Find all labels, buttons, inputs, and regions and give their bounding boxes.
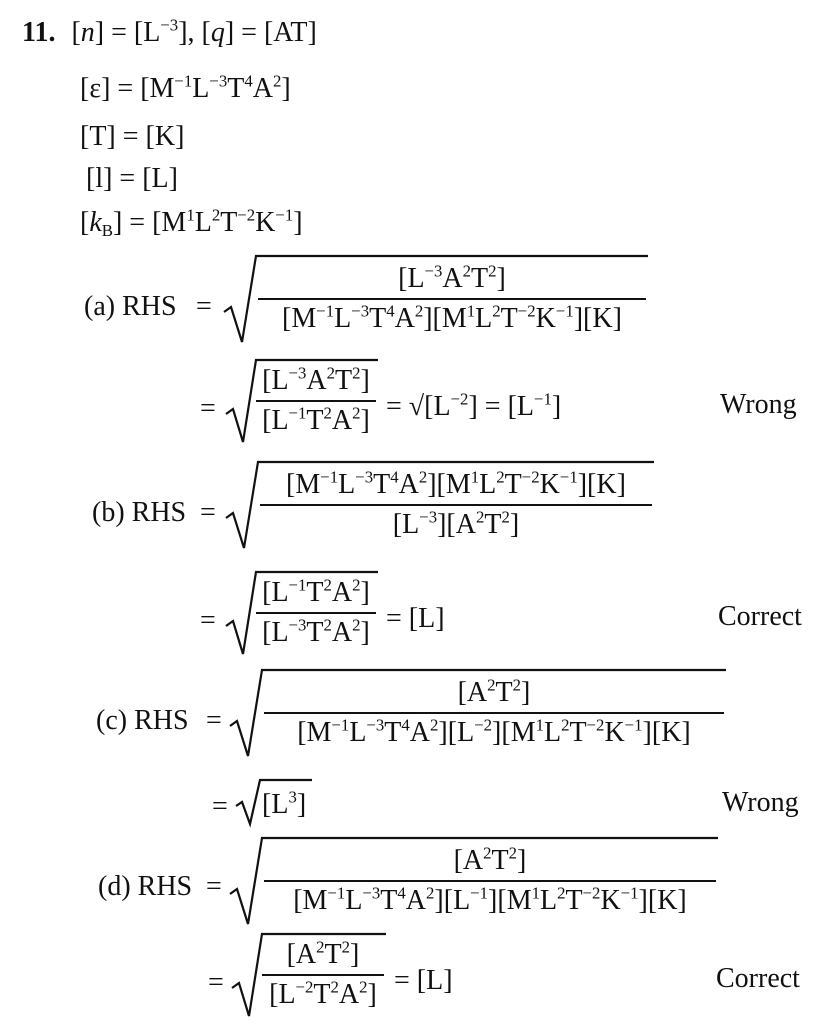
option-b-step-denominator: $[L^{-3}T^2A^2]$ bbox=[262, 615, 370, 648]
option-d-label: (d) RHS bbox=[98, 871, 193, 902]
given-n-q: $[n] = [L^{-3}]$, [q] = [AT] bbox=[71, 15, 317, 48]
option-d-step-result: = [L] bbox=[394, 965, 453, 996]
option-d-step-numerator: $[A^2T^2]$ bbox=[286, 937, 360, 970]
option-c-equals: = bbox=[206, 705, 222, 736]
option-d-sqrt bbox=[228, 834, 720, 930]
option-c-label: (c) RHS bbox=[96, 705, 189, 736]
option-d-step-equals: = bbox=[208, 967, 224, 998]
option-b-step-sqrt bbox=[224, 568, 380, 660]
given-line-4: [l] = [L] bbox=[86, 163, 178, 194]
option-c-step-equals: = bbox=[212, 791, 228, 822]
given-line-3: [T] = [K] bbox=[80, 121, 185, 152]
given-line-5: $[k_B] = [M^1L^2T^{-2}K^{-1}]$ bbox=[80, 205, 303, 241]
option-b-verdict: Correct bbox=[718, 601, 802, 632]
option-b-step-numerator: $[L^{-1}T^2A^2]$ bbox=[262, 575, 370, 608]
option-a-step-result: = $√[L^{-2}] = [L^{-1}]$ bbox=[386, 389, 562, 422]
option-b-label: (b) RHS bbox=[92, 497, 187, 528]
option-a-step-denominator: $[L^{-1}T^2A^2]$ bbox=[262, 403, 370, 436]
question-number: 11. bbox=[22, 17, 56, 48]
option-a-step-numerator: $[L^{-3}A^2T^2]$ bbox=[262, 363, 370, 396]
option-a-denominator: $[M^{-1}L^{-3}T^4A^2][M^1L^2T^{-2}K^{-1}][K]$ bbox=[282, 301, 622, 334]
option-c-verdict: Wrong bbox=[722, 787, 799, 818]
option-a-sqrt bbox=[222, 252, 650, 348]
option-b-step-equals: = bbox=[200, 605, 216, 636]
option-c-numerator: $[A^2T^2]$ bbox=[457, 675, 531, 708]
given-line-2: $[\varepsilon] = [M^{-1}L^{-3}T^4A^2]$ bbox=[80, 71, 291, 104]
option-d-step-sqrt bbox=[230, 930, 388, 1022]
option-d-equals: = bbox=[206, 871, 222, 902]
option-b-numerator: $[M^{-1}L^{-3}T^4A^2][M^1L^2T^{-2}K^{-1}][K]$ bbox=[286, 467, 626, 500]
option-d-verdict: Correct bbox=[716, 963, 800, 994]
option-c-denominator: $[M^{-1}L^{-3}T^4A^2][L^{-2}][M^1L^2T^{-2}K^{-1}][K]$ bbox=[297, 715, 691, 748]
option-a-numerator: $[L^{-3}A^2T^2]$ bbox=[398, 261, 506, 294]
option-b-denominator: $[L^{-3}][A^2T^2]$ bbox=[392, 507, 520, 540]
option-a-equals: = bbox=[196, 291, 212, 322]
option-b-sqrt bbox=[224, 458, 656, 554]
option-b-equals: = bbox=[200, 497, 216, 528]
option-c-step-value: $[L^3]$ bbox=[262, 787, 307, 820]
option-a-step-equals: = bbox=[200, 393, 216, 424]
given-line-1 bbox=[22, 16, 317, 50]
option-a-step-sqrt bbox=[224, 356, 380, 448]
option-d-numerator: $[A^2T^2]$ bbox=[453, 843, 527, 876]
option-b-step-result: = [L] bbox=[386, 603, 445, 634]
option-c-sqrt bbox=[228, 666, 728, 762]
option-d-denominator: $[M^{-1}L^{-3}T^4A^2][L^{-1}][M^1L^2T^{-2}K^{-1}][K]$ bbox=[293, 883, 687, 916]
option-a-verdict: Wrong bbox=[720, 389, 797, 420]
option-a-label: (a) RHS bbox=[84, 291, 177, 322]
option-d-step-denominator: $[L^{-2}T^2A^2]$ bbox=[269, 977, 377, 1010]
